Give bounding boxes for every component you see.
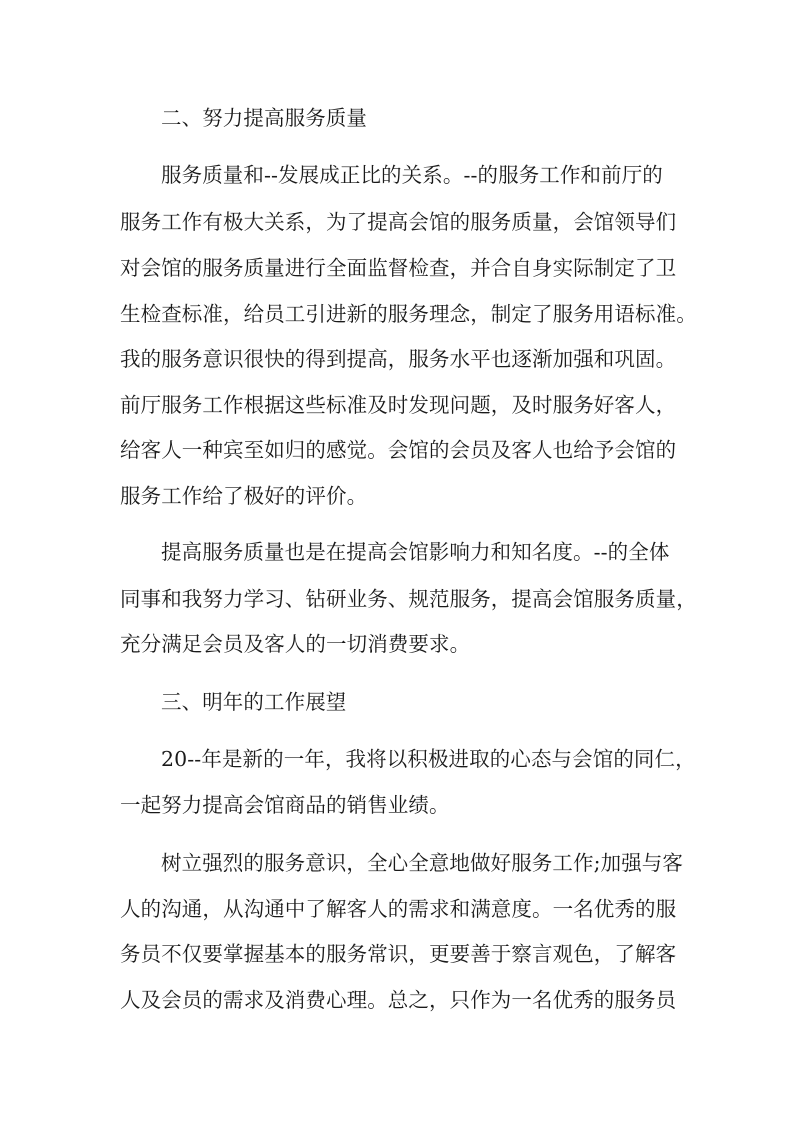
section-heading-2: 二、努力提高服务质量 [161, 106, 367, 130]
paragraph-line: 充分满足会员及客人的一切消费要求。 [120, 632, 471, 656]
paragraph-line: 人及会员的需求及消费心理。总之，只作为一名优秀的服务员 [120, 988, 677, 1012]
paragraph-line: 人的沟通，从沟通中了解客人的需求和满意度。一名优秀的服 [120, 897, 677, 921]
paragraph-line: 同事和我努力学习、钻研业务、规范服务，提高会馆服务质量， [120, 587, 697, 611]
paragraph-line: 服务质量和--发展成正比的关系。--的服务工作和前厅的 [161, 163, 663, 187]
paragraph-line: 前厅服务工作根据这些标准及时发现问题，及时服务好客人， [120, 393, 677, 417]
paragraph-line: 给客人一种宾至如归的感觉。会馆的会员及客人也给予会馆的 [120, 438, 677, 462]
paragraph-line: 务员不仅要掌握基本的服务常识，更要善于察言观色，了解客 [120, 942, 677, 966]
paragraph-line: 树立强烈的服务意识，全心全意地做好服务工作;加强与客 [161, 851, 684, 875]
paragraph-line: 20--年是新的一年，我将以积极进取的心态与会馆的同仁， [161, 747, 696, 771]
paragraph-line: 生检查标准，给员工引进新的服务理念，制定了服务用语标准。 [120, 302, 697, 326]
section-heading-3: 三、明年的工作展望 [161, 690, 347, 714]
paragraph-line: 服务工作给了极好的评价。 [120, 484, 368, 508]
paragraph-line: 服务工作有极大关系，为了提高会馆的服务质量，会馆领导们 [120, 210, 677, 234]
paragraph-line: 对会馆的服务质量进行全面监督检查，并合自身实际制定了卫 [120, 256, 677, 280]
paragraph-line: 一起努力提高会馆商品的销售业绩。 [120, 793, 450, 817]
paragraph-line: 提高服务质量也是在提高会馆影响力和知名度。--的全体 [161, 540, 670, 564]
paragraph-line: 我的服务意识很快的得到提高，服务水平也逐渐加强和巩固。 [120, 347, 677, 371]
